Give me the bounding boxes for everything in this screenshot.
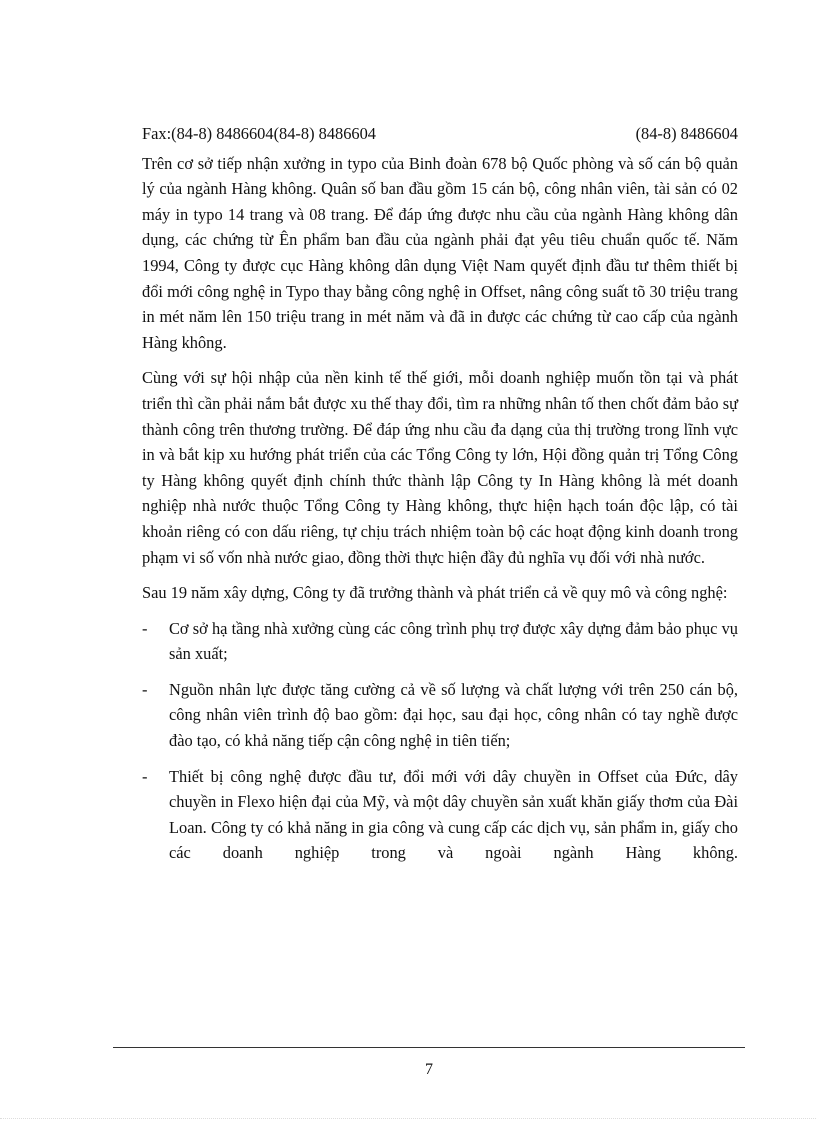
fax-numbers-left: Fax:(84-8) 8486604(84-8) 8486604 <box>142 124 376 143</box>
list-item <box>142 616 738 667</box>
list-item-text: Nguồn nhân lực được tăng cường cả về số lượng và chất lượng với trên 250 cán bộ, công nhân viên trình độ bao gồm: đại học, sau đại học, công nhân có tay nghề được đào tạo, có khả năng tiếp cận công nghệ in tiên tiến; <box>169 679 738 751</box>
footer-divider <box>113 1047 745 1048</box>
bullet-marker: - <box>142 766 148 786</box>
list-item <box>142 677 738 754</box>
paragraph-development-intro: Sau 19 năm xây dựng, Công ty đã trưởng thành và phát triển cả về quy mô và công nghệ: <box>142 583 728 603</box>
bullet-marker: - <box>142 618 148 638</box>
page-bottom-edge <box>0 1118 816 1119</box>
list-item <box>142 764 738 866</box>
bullet-marker: - <box>142 679 148 699</box>
paragraph-history: Trên cơ sở tiếp nhận xưởng in typo của Binh đoàn 678 bộ Quốc phòng và số cán bộ quản lý của ngành Hàng không. Quân số ban đầu gồm 15 cán bộ, công nhân viên, tài sản có 02 máy in typo 14 trang và 08 trang. Để đáp ứng được nhu cầu của ngành Hàng không dân dụng, các chứng từ Ên phẩm ban đầu của ngành phải đạt yêu tiêu chuẩn quốc tế. Năm 1994, Công ty được cục Hàng không dân dụng Việt Nam quyết định đầu tư thêm thiết bị đổi mới công nghệ in Typo thay bằng công nghệ in Offset, nâng công suất tõ 30 triệu trang in mét năm lên 150 triệu trang in mét năm và đã in được các chứng từ cao cấp của ngành Hàng không. <box>142 153 738 352</box>
list-item-text: Cơ sở hạ tầng nhà xưởng cùng các công trình phụ trợ được xây dựng đảm bảo phục vụ sản xuất; <box>169 618 738 664</box>
list-item-text: Thiết bị công nghệ được đầu tư, đổi mới với dây chuyền in Offset của Đức, dây chuyền in Flexo hiện đại của Mỹ, và một dây chuyền sản xuất khăn giấy thơm của Đài Loan. Công ty có khả năng in gia công và cung cấp các dịch vụ, sản phẩm in, giấy cho các doanh nghiệp trong và ngoài ngành Hàng không. <box>169 766 738 863</box>
page-number: 7 <box>425 1061 433 1078</box>
paragraph-establishment: Cùng với sự hội nhập của nền kinh tế thế giới, mỗi doanh nghiệp muốn tồn tại và phát triển thì cần phải nắm bắt được xu thế thay đổi, tìm ra những nhân tố then chốt đảm bảo sự thành công trên thương trường. Để đáp ứng nhu cầu đa dạng của thị trường trong lĩnh vực in và bắt kịp xu hướng phát triển của các Tổng Công ty lớn, Hội đồng quản trị Tổng Công ty Hàng không quyết định chính thức thành lập Công ty In Hàng không là mét doanh nghiệp nhà nước thuộc Tổng Công ty Hàng không, thực hiện hạch toán độc lập, có tài khoản riêng có con dấu riêng, tự chịu trách nhiệm toàn bộ các hoạt động kinh doanh trong phạm vi số vốn nhà nước giao, đồng thời thực hiện đầy đủ nghĩa vụ đối với nhà nước. <box>142 368 738 567</box>
page-body <box>142 121 738 876</box>
fax-number-right: (84-8) 8486604 <box>635 124 738 143</box>
fax-line <box>142 121 738 147</box>
development-list <box>142 616 738 866</box>
